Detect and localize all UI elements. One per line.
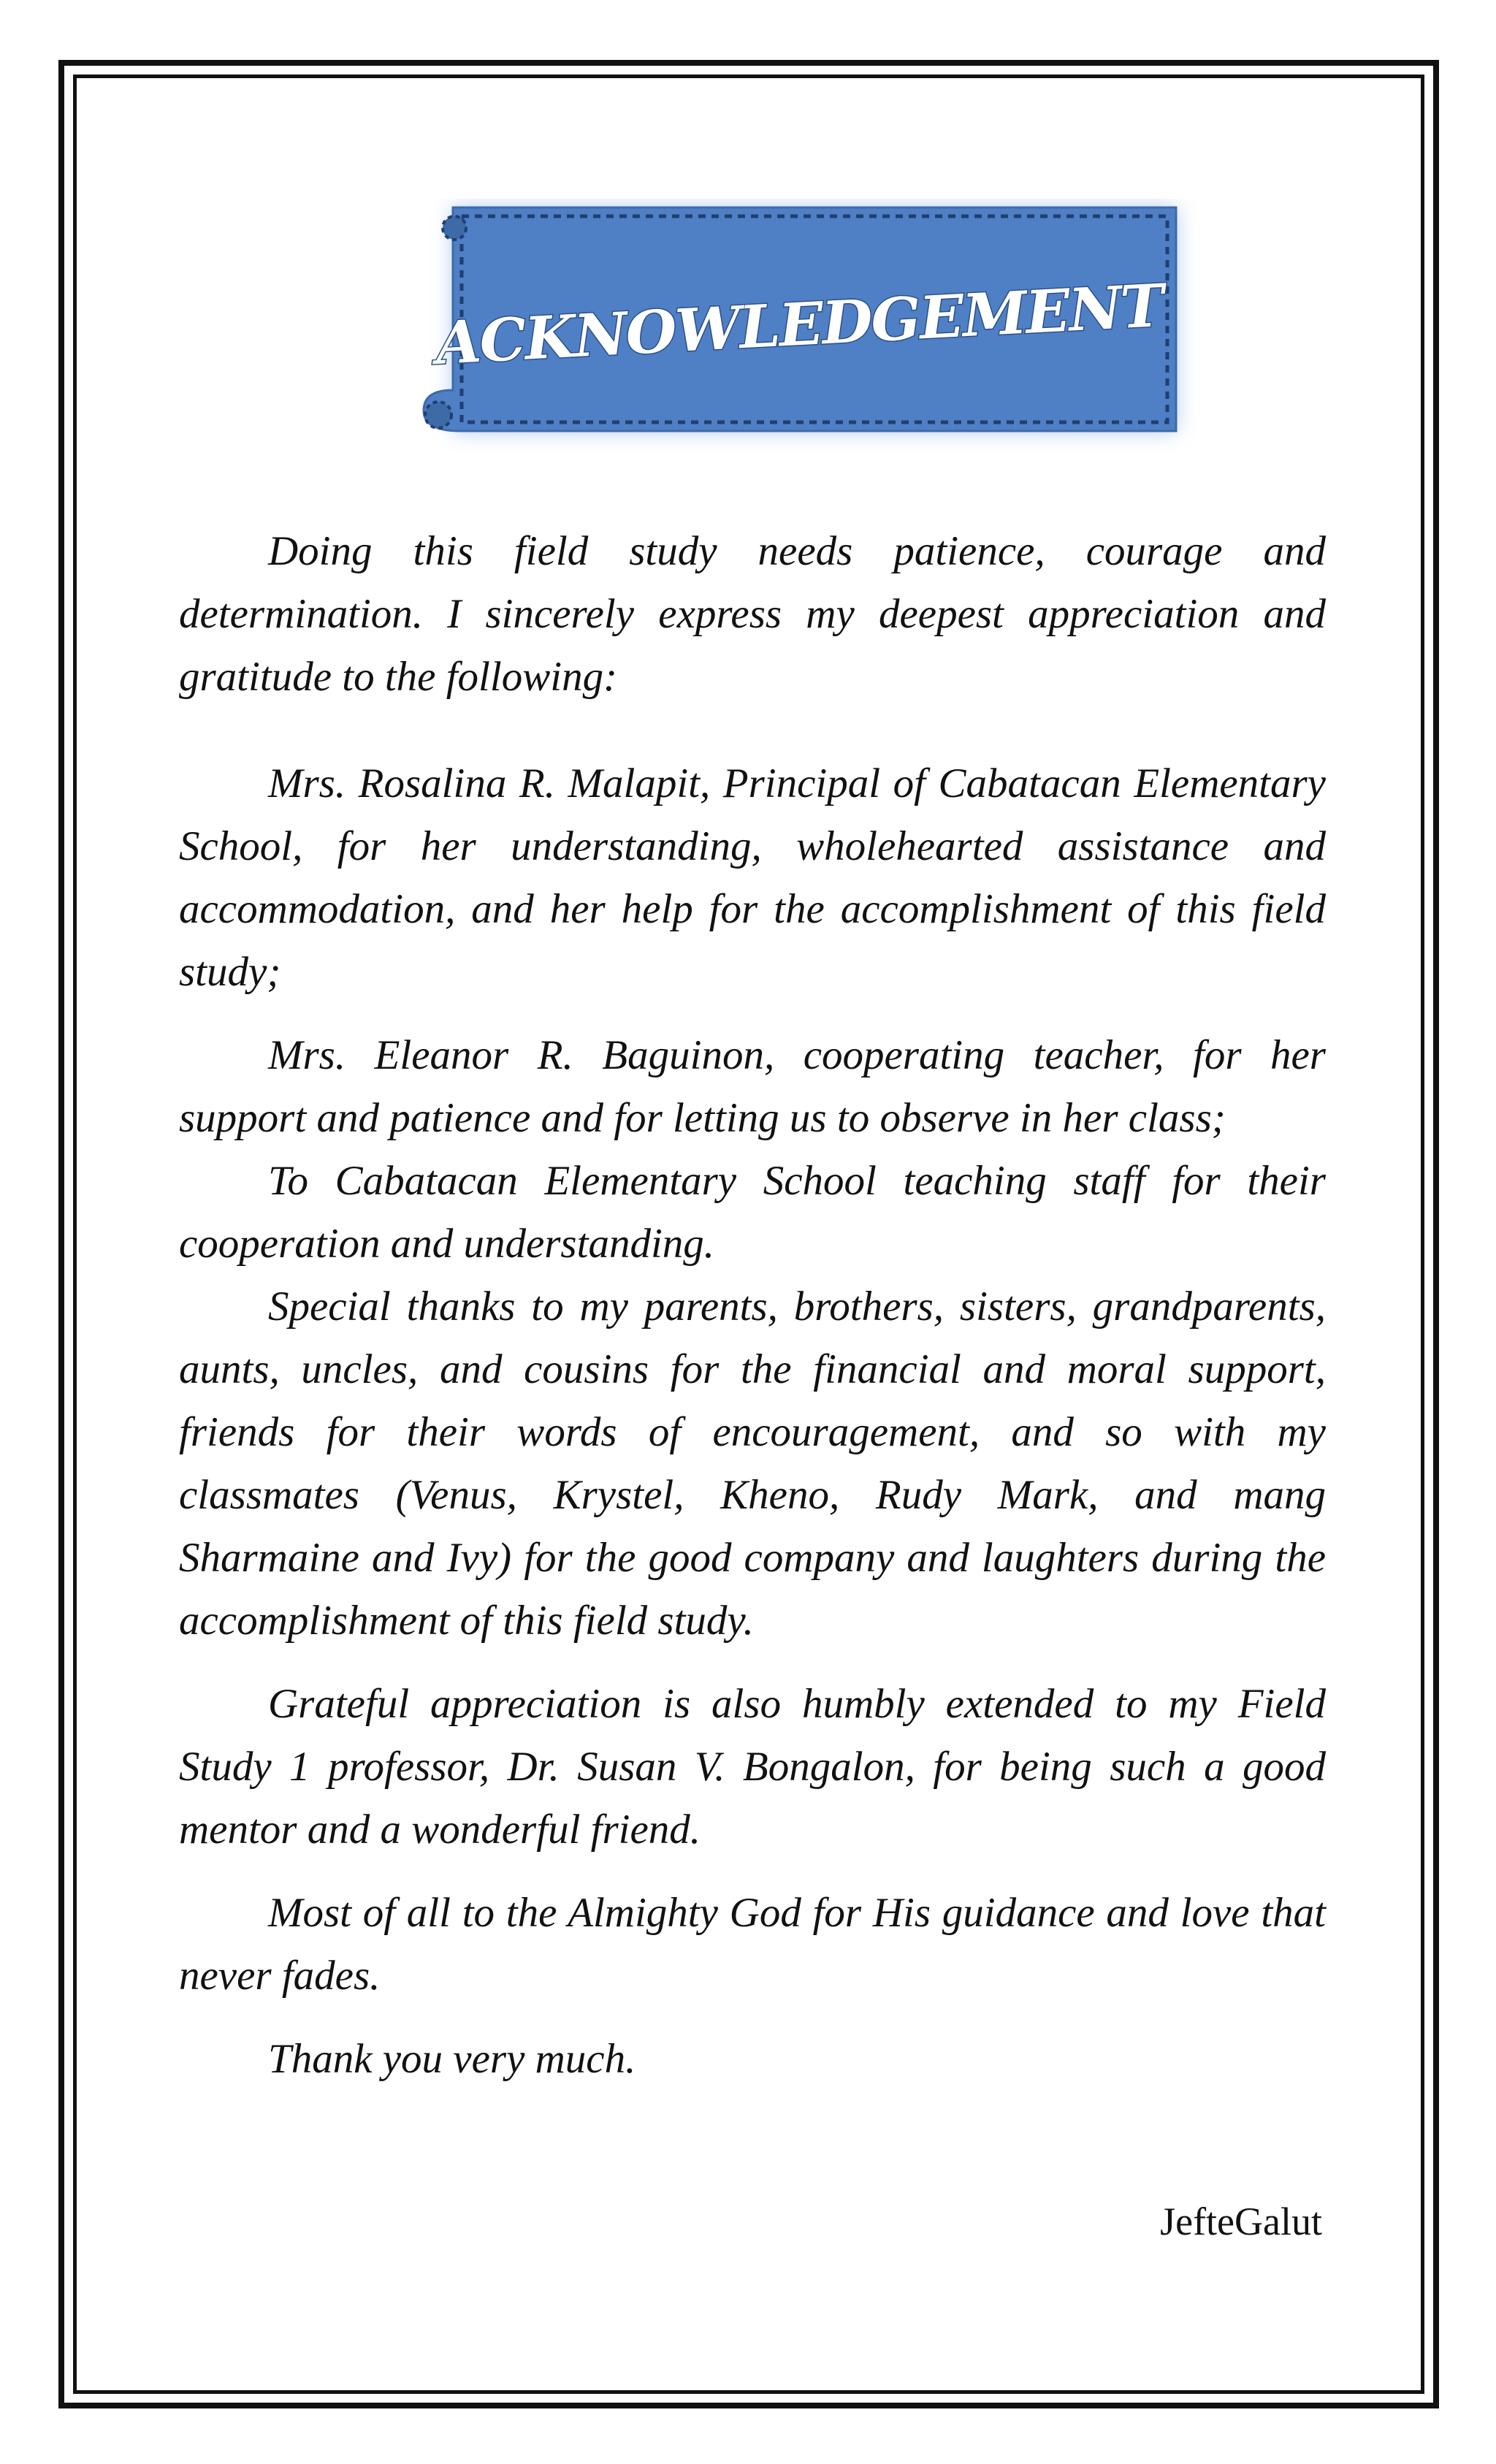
paragraph-professor: Grateful appreciation is also humbly extended to my Field Study 1 professor, Dr. Susan V. Bongalon, for being such a good mentor and a wonderful friend. bbox=[179, 1681, 1326, 1853]
paragraph-cooperating-teacher: Mrs. Eleanor R. Baguinon, cooperating teacher, for her support and patience and for letting us to observe in her class; bbox=[179, 1032, 1326, 1141]
title-banner bbox=[409, 199, 1198, 454]
acknowledgement-body bbox=[179, 520, 1326, 2091]
paragraph-family-friends: Special thanks to my parents, brothers, sisters, grandparents, aunts, uncles, and cousins for the financial and moral support, friends for their words of encouragement, and so with my classmates (Venus, Krystel, Kheno, Rudy Mark, and mang Sharmaine and Ivy) for the good company and laughters during the accomplishment of this field study. bbox=[179, 1284, 1326, 1644]
page-title: ACKNOWLEDGEMENT bbox=[434, 271, 1164, 378]
paragraph-principal: Mrs. Rosalina R. Malapit, Principal of Cabatacan Elementary School, for her understanding, wholehearted assistance and accommodation, and her help for the accomplishment of this field study; bbox=[179, 760, 1326, 995]
paragraph-intro: Doing this field study needs patience, courage and determination. I sincerely express my deepest appreciation and gratitude to the following: bbox=[179, 528, 1326, 700]
paragraph-god: Most of all to the Almighty God for His guidance and love that never fades. bbox=[179, 1890, 1326, 1999]
signature: JefteGalut bbox=[1160, 2200, 1322, 2243]
paragraph-thanks: Thank you very much. bbox=[268, 2036, 636, 2082]
paragraph-teaching-staff: To Cabatacan Elementary School teaching staff for their cooperation and understanding. bbox=[179, 1158, 1326, 1267]
